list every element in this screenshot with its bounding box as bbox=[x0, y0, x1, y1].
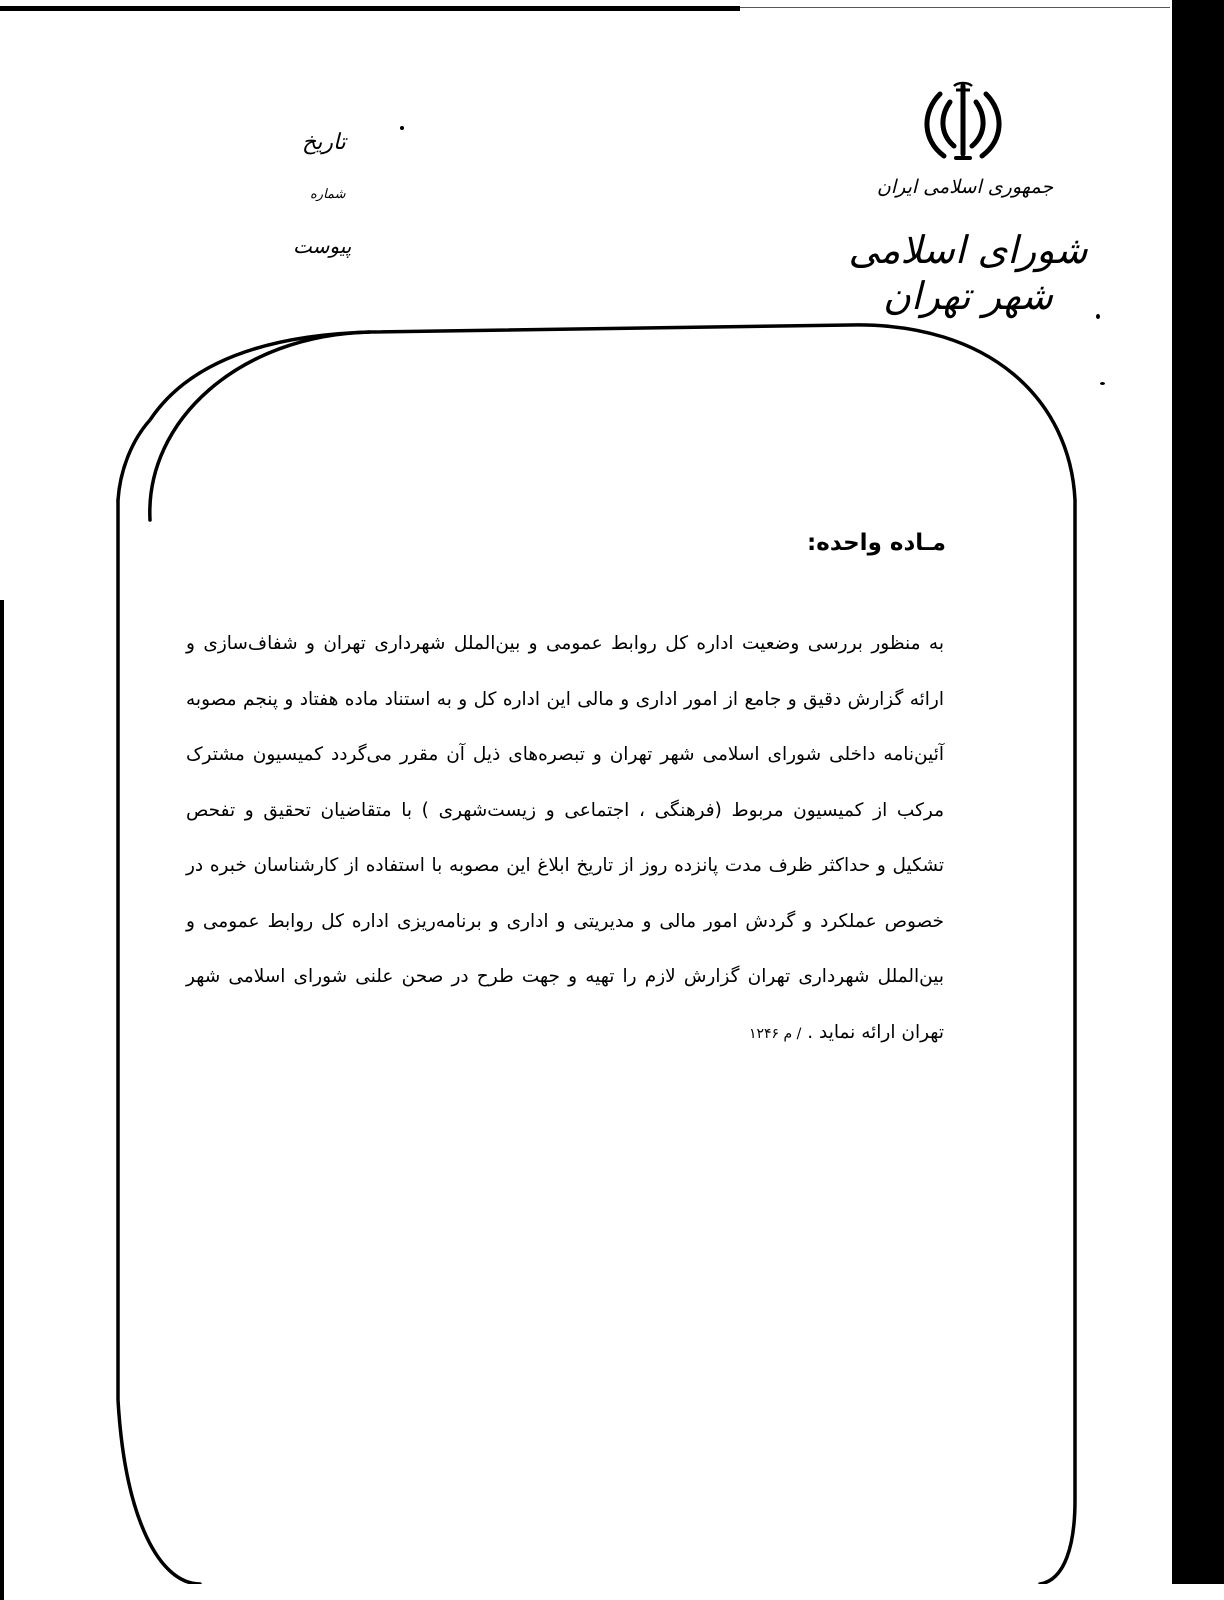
document-body bbox=[186, 616, 944, 1062]
document-heading: مـاده واحده: bbox=[807, 530, 946, 556]
date-label: تاریخ bbox=[302, 130, 346, 155]
republic-name: جمهوری اسلامی ایران bbox=[876, 176, 1054, 198]
council-name: شورای اسلامی شهر تهران bbox=[848, 228, 1088, 318]
document-reference: / م ۱۲۴۶ bbox=[748, 1025, 802, 1042]
document-body-text: به منظور بررسی وضعیت اداره کل روابط عمومی و بین‌الملل شهرداری تهران و شفاف‌سازی و ارائه گزارش دقیق و جامع از امور اداری و مالی این اداره کل و به استناد ماده هفتاد و پنجم مصوبه آئین‌نامه داخلی شورای اسلامی شهر تهران و تبصره‌های ذیل آن مقرر می‌گردد کمیسیون مشترک مرکب از کمیسیون مربوط (فرهنگی ، اجتماعی و زیست‌شهری ) با متقاضیان تحقیق و تفحص تشکیل و حداکثر ظرف مدت پانزده روز از تاریخ ابلاغ این مصوبه با استفاده از کارشناسان خبره در خصوص عملکرد و گردش امور مالی و مدیریتی و اداری و برنامه‌ریزی اداره کل روابط عمومی و بین‌الملل شهرداری تهران گزارش لازم را تهیه و جهت طرح در صحن علنی شورای اسلامی شهر تهران ارائه نماید . bbox=[186, 633, 944, 1043]
attachment-label: پیوست bbox=[293, 234, 352, 258]
number-label: شماره bbox=[310, 187, 346, 202]
